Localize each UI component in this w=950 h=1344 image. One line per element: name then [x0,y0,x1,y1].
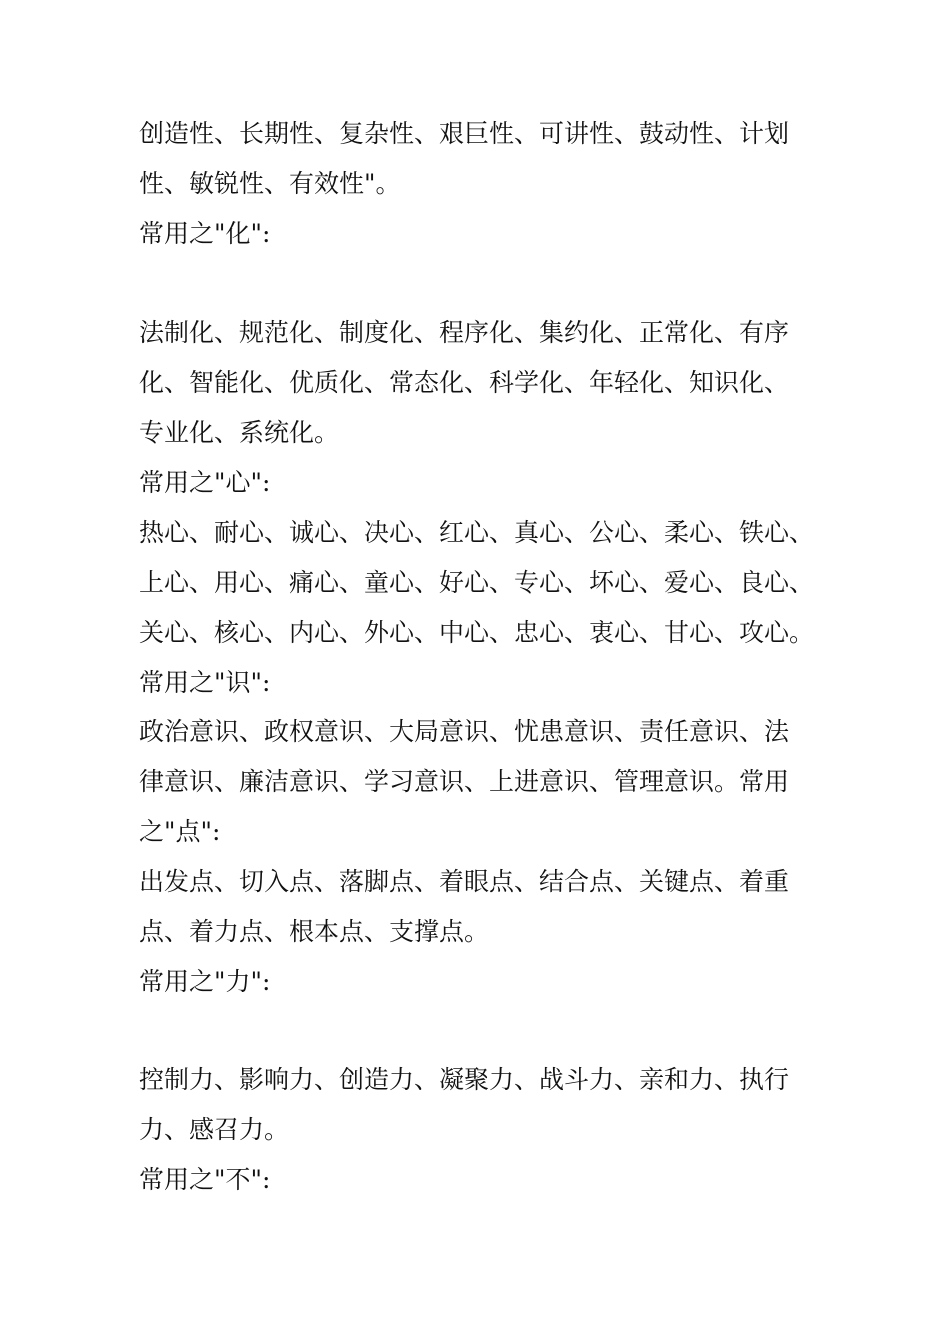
text-line: 出发点、切入点、落脚点、着眼点、结合点、关键点、着重 [139,867,790,896]
text-line: 政治意识、政权意识、大局意识、忧患意识、责任意识、法 [139,717,790,746]
text-line: 律意识、廉洁意识、学习意识、上进意识、管理意识。常用 [139,767,790,796]
section-heading-li: 常用之"力": [139,967,271,996]
text-line: 性、敏锐性、有效性"。 [139,169,401,198]
text-line: 之"点": [139,817,221,846]
section-heading-xin: 常用之"心": [139,468,271,497]
text-line: 创造性、长期性、复杂性、艰巨性、可讲性、鼓动性、计划 [139,119,790,148]
section-heading-bu: 常用之"不": [139,1165,271,1194]
section-heading-shi: 常用之"识": [139,668,271,697]
text-line: 法制化、规范化、制度化、程序化、集约化、正常化、有序 [139,318,790,347]
text-line: 关心、核心、内心、外心、中心、忠心、衷心、甘心、攻心。 [139,618,815,647]
section-heading-hua: 常用之"化": [139,219,271,248]
text-line: 化、智能化、优质化、常态化、科学化、年轻化、知识化、 [139,368,790,397]
text-line: 力、感召力。 [139,1115,290,1144]
text-line: 上心、用心、痛心、童心、好心、专心、坏心、爱心、良心、 [139,568,815,597]
text-line: 控制力、影响力、创造力、凝聚力、战斗力、亲和力、执行 [139,1065,790,1094]
text-line: 专业化、系统化。 [139,418,340,447]
text-line: 热心、耐心、诚心、决心、红心、真心、公心、柔心、铁心、 [139,518,815,547]
text-line: 点、着力点、根本点、支撑点。 [139,917,490,946]
